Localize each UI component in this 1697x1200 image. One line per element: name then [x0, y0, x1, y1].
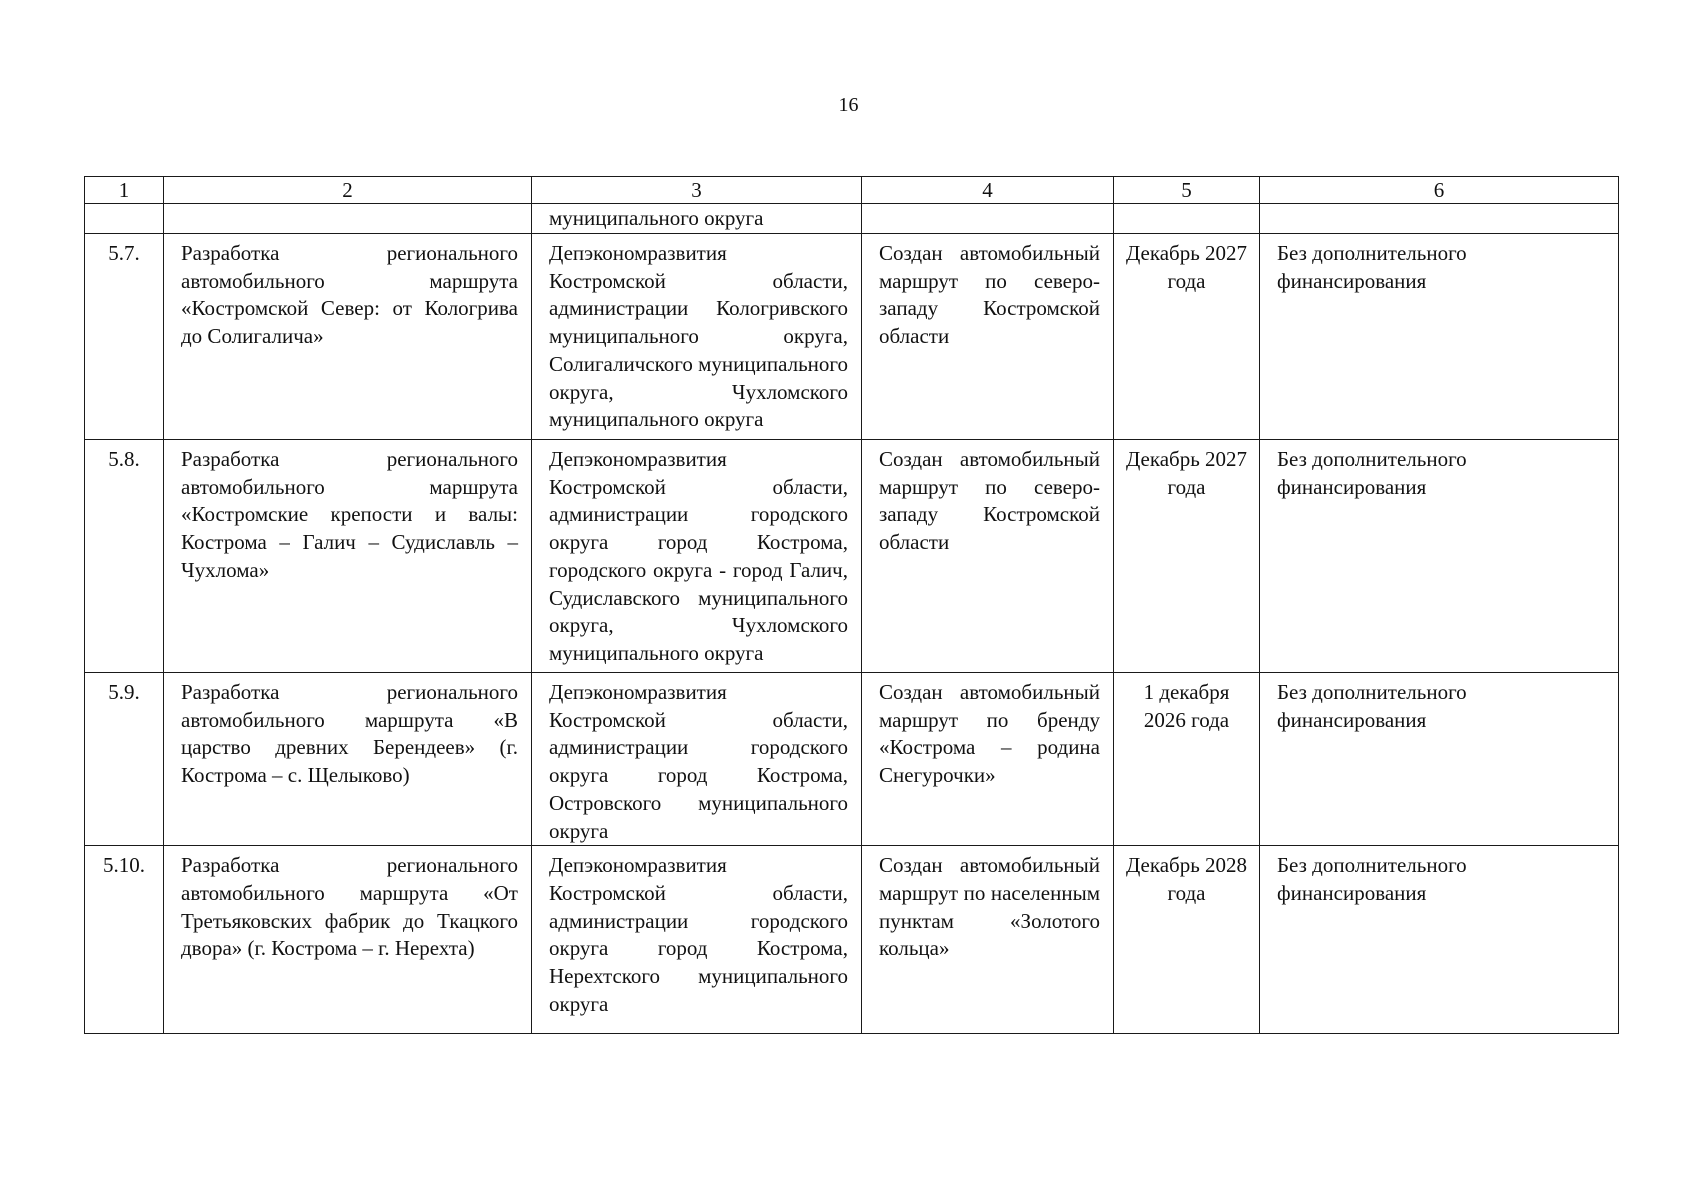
column-header-4: 4: [862, 177, 1114, 204]
table-row: [85, 440, 1619, 673]
deadline-cell: Декабрь 2027 года: [1114, 234, 1260, 440]
continuation-cell-6: [1260, 204, 1619, 234]
executor-cell: Депэкономразвития Костромской области, администрации городского округа город Кострома, городского округа - город Галич, Судиславского муниципального округа, Чухломского муниципального округа: [532, 440, 862, 673]
column-header-3: 3: [532, 177, 862, 204]
deadline-cell: 1 декабря 2026 года: [1114, 673, 1260, 846]
activity-cell: Разработка регионального автомобильного маршрута «Костромской Север: от Кологрива до Солигалича»: [164, 234, 532, 440]
page-number: 16: [838, 94, 859, 116]
activity-cell: Разработка регионального автомобильного маршрута «Костромские крепости и валы: Кострома – Галич – Судиславль – Чухлома»: [164, 440, 532, 673]
column-header-1: 1: [85, 177, 164, 204]
row-number: 5.9.: [85, 673, 164, 846]
column-header-2: 2: [164, 177, 532, 204]
column-header-6: 6: [1260, 177, 1619, 204]
column-number-row: [85, 177, 1619, 204]
continuation-cell-2: [164, 204, 532, 234]
row-number: 5.8.: [85, 440, 164, 673]
executor-cell: Депэкономразвития Костромской области, администрации Кологривского муниципального округа, Солигаличского муниципального округа, Чухломского муниципального округа: [532, 234, 862, 440]
result-cell: Создан автомобильный маршрут по бренду «Кострома – родина Снегурочки»: [862, 673, 1114, 846]
activity-cell: Разработка регионального автомобильного маршрута «В царство древних Берендеев» (г. Кострома – с. Щелыково): [164, 673, 532, 846]
table-row: [85, 673, 1619, 846]
financing-cell: Без дополнительного финансирования: [1260, 846, 1619, 1034]
continuation-cell-5: [1114, 204, 1260, 234]
continuation-cell-1: [85, 204, 164, 234]
continuation-executor: муниципального округа: [532, 204, 862, 234]
activities-table: [84, 176, 1619, 1034]
result-cell: Создан автомобильный маршрут по северо-западу Костромской области: [862, 234, 1114, 440]
table-row: [85, 234, 1619, 440]
financing-cell: Без дополнительного финансирования: [1260, 440, 1619, 673]
row-number: 5.7.: [85, 234, 164, 440]
deadline-cell: Декабрь 2028 года: [1114, 846, 1260, 1034]
executor-cell: Депэкономразвития Костромской области, администрации городского округа город Кострома, Островского муниципального округа: [532, 673, 862, 846]
result-cell: Создан автомобильный маршрут по населенным пунктам «Золотого кольца»: [862, 846, 1114, 1034]
table-row: [85, 846, 1619, 1034]
continuation-row: [85, 204, 1619, 234]
executor-cell: Депэкономразвития Костромской области, администрации городского округа город Кострома, Нерехтского муниципального округа: [532, 846, 862, 1034]
row-number: 5.10.: [85, 846, 164, 1034]
financing-cell: Без дополнительного финансирования: [1260, 234, 1619, 440]
result-cell: Создан автомобильный маршрут по северо-западу Костромской области: [862, 440, 1114, 673]
activity-cell: Разработка регионального автомобильного маршрута «От Третьяковских фабрик до Ткацкого двора» (г. Кострома – г. Нерехта): [164, 846, 532, 1034]
deadline-cell: Декабрь 2027 года: [1114, 440, 1260, 673]
continuation-cell-4: [862, 204, 1114, 234]
financing-cell: Без дополнительного финансирования: [1260, 673, 1619, 846]
column-header-5: 5: [1114, 177, 1260, 204]
